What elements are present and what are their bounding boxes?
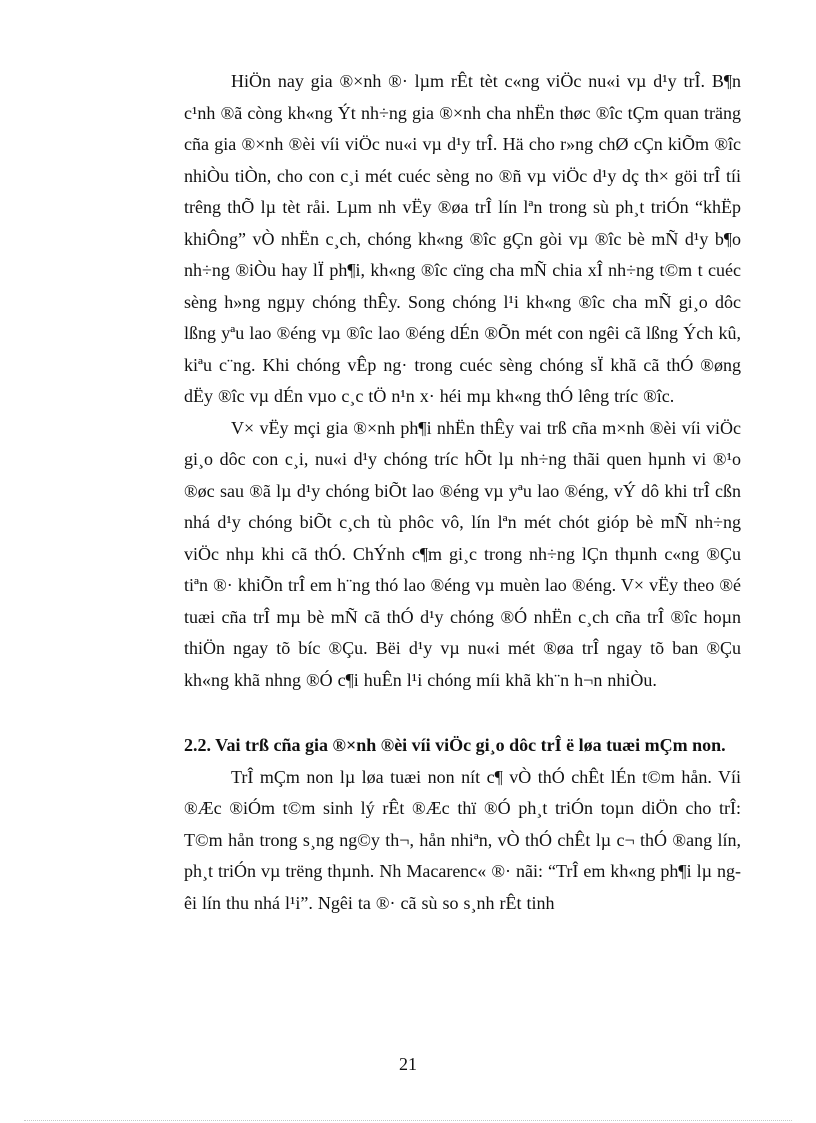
page-number: 21 <box>399 1054 417 1074</box>
page-bottom-divider <box>24 1120 792 1121</box>
paragraph: HiÖn nay gia ®×nh ®· lµm rÊt tèt c«ng viÖc nu«i vµ d¹y trÎ. B¶n c¹nh ®ã còng kh«ng Ýt nh÷ng gia ®×nh cha nhËn thøc ®îc tÇm quan träng cña gia ®×nh ®èi víi viÖc nu«i vµ d¹y trÎ. Hä cho r»ng chØ cÇn kiÕm ®îc nhiÒu tiÒn, cho con c¸i mét cuéc sèng no ®ñ vµ viÖc d¹y dç th× göi trÎ tíi trêng thÕ lµ tèt råi. Lµm nh vËy ®øa trÎ lín lªn trong sù ph¸t triÓn “khËp khiÔng” vÒ nhËn c¸ch, chóng kh«ng ®îc gÇn gòi vµ ®îc bè mÑ d¹y b¶o nh÷ng ®iÒu hay lÏ ph¶i, kh«ng ®îc cïng cha mÑ chia xÎ nh÷ng t©m t cuéc sèng h»ng ngµy chóng thÊy. Song chóng l¹i kh«ng ®îc cha mÑ gi¸o dôc lßng yªu lao ®éng vµ ®îc lao ®éng dÉn ®Õn mét con ngêi cã lßng Ých kû, kiªu c¨ng. Khi chóng vÊp ng· trong cuéc sèng chóng sÏ khã cã thÓ ®øng dËy ®îc vµ dÉn vµo c¸c tÖ n¹n x· héi mµ kh«ng thÓ lêng tríc ®îc. <box>184 71 741 406</box>
body-text <box>184 66 741 919</box>
paragraph: TrÎ mÇm non lµ løa tuæi non nít c¶ vÒ thÓ chÊt lÉn t©m hån. Víi ®Æc ®iÓm t©m sinh lý rÊt ®Æc thï ®Ó ph¸t triÓn toµn diÖn cho trÎ: T©m hån trong s¸ng ng©y th¬, hån nhiªn, vÒ thÓ chÊt lµ c¬ thÓ ®ang lín, ph¸t triÓn vµ trëng thµnh. Nh Macarenc« ®· nãi: “TrÎ em kh«ng ph¶i lµ ngêi lín thu nhá l¹i”. Ngêi ta ®· cã sù so s¸nh rÊt tinh <box>184 766 741 913</box>
paragraph: V× vËy mçi gia ®×nh ph¶i nhËn thÊy vai trß cña m×nh ®èi víi viÖc gi¸o dôc con c¸i, nu«i d¹y chóng tríc hÕt lµ nh÷ng thãi quen hµnh vi ®¹o ®øc sau ®ã lµ d¹y chóng biÕt lao ®éng vµ yªu lao ®éng, vÝ dô khi trÎ cßn nhá d¹y chóng biÕt c¸ch tù phôc vô, lín lªn mét chót gióp bè mÑ nh÷ng viÖc nhµ khi cã thÓ. ChÝnh c¶m gi¸c trong nh÷ng lÇn thµnh c«ng ®Çu tiªn ®· khiÕn trÎ em h¨ng thó lao ®éng vµ muèn lao ®éng. V× vËy theo ®é tuæi cña trÎ mµ bè mÑ cã thÓ d¹y chóng ®Ó nhËn c¸ch cña trÎ ®îc hoµn thiÖn ngay tõ bíc ®Çu. Bëi d¹y vµ nu«i mét ®øa trÎ ngay tõ ban ®Çu kh«ng khã nhng ®Ó c¶i huÊn l¹i chóng míi khã kh¨n h¬n nhiÒu. <box>184 417 741 690</box>
section-heading: 2.2. Vai trß cña gia ®×nh ®èi víi viÖc gi¸o dôc trÎ ë løa tuæi mÇm non. <box>184 735 726 755</box>
